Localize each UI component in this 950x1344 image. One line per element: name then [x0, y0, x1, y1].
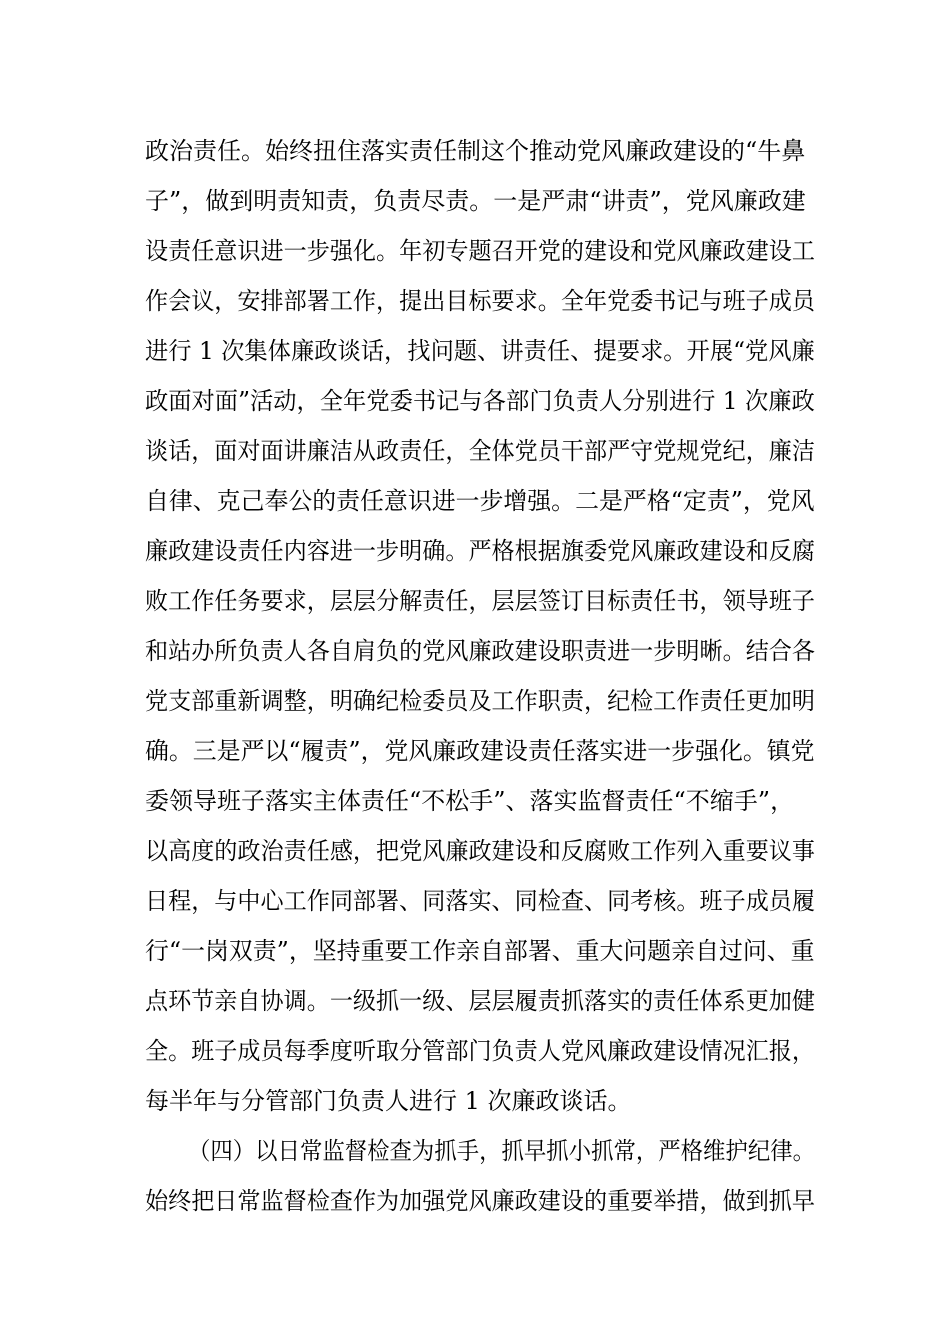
- text-line-3: 设责任意识进一步强化。年初专题召开党的建设和党风廉政建设工: [145, 237, 815, 265]
- text-line-6: 政面对面”活动，全年党委书记与各部门负责人分别进行 1 次廉政: [145, 387, 815, 415]
- text-line-19: 全。班子成员每季度听取分管部门负责人党风廉政建设情况汇报，: [145, 1037, 815, 1065]
- text-line-11: 和站办所负责人各自肩负的党风廉政建设职责进一步明晰。结合各: [145, 637, 815, 665]
- text-line-16: 日程，与中心工作同部署、同落实、同检查、同考核。班子成员履: [145, 887, 815, 915]
- text-line-4: 作会议，安排部署工作，提出目标要求。全年党委书记与班子成员: [145, 287, 815, 315]
- text-line-10: 败工作任务要求，层层分解责任，层层签订目标责任书，领导班子: [145, 587, 815, 615]
- text-line-1: 政治责任。始终扭住落实责任制这个推动党风廉政建设的“牛鼻: [145, 137, 806, 165]
- text-line-14: 委领导班子落实主体责任“不松手”、落实监督责任“不缩手”，: [145, 787, 795, 815]
- text-line-22: 始终把日常监督检查作为加强党风廉政建设的重要举措，做到抓早: [145, 1187, 815, 1215]
- text-line-5: 进行 1 次集体廉政谈话，找问题、讲责任、提要求。开展“党风廉: [145, 337, 815, 365]
- section-heading-line: （四）以日常监督检查为抓手，抓早抓小抓常，严格维护纪律。: [188, 1137, 815, 1165]
- text-line-13: 确。三是严以“履责”，党风廉政建设责任落实进一步强化。镇党: [145, 737, 815, 765]
- text-line-18: 点环节亲自协调。一级抓一级、层层履责抓落实的责任体系更加健: [145, 987, 815, 1015]
- text-line-20: 每半年与分管部门负责人进行 1 次廉政谈话。: [145, 1087, 632, 1115]
- text-line-2: 子”，做到明责知责，负责尽责。一是严肃“讲责”，党风廉政建: [145, 187, 806, 215]
- text-line-17: 行“一岗双责”，坚持重要工作亲自部署、重大问题亲自过问、重: [145, 937, 815, 965]
- text-line-15: 以高度的政治责任感，把党风廉政建设和反腐败工作列入重要议事: [145, 837, 815, 865]
- text-line-9: 廉政建设责任内容进一步明确。严格根据旗委党风廉政建设和反腐: [145, 537, 815, 565]
- text-line-7: 谈话，面对面讲廉洁从政责任，全体党员干部严守党规党纪，廉洁: [145, 437, 815, 465]
- text-line-12: 党支部重新调整，明确纪检委员及工作职责，纪检工作责任更加明: [145, 687, 815, 715]
- text-line-8: 自律、克己奉公的责任意识进一步增强。二是严格“定责”，党风: [145, 487, 815, 515]
